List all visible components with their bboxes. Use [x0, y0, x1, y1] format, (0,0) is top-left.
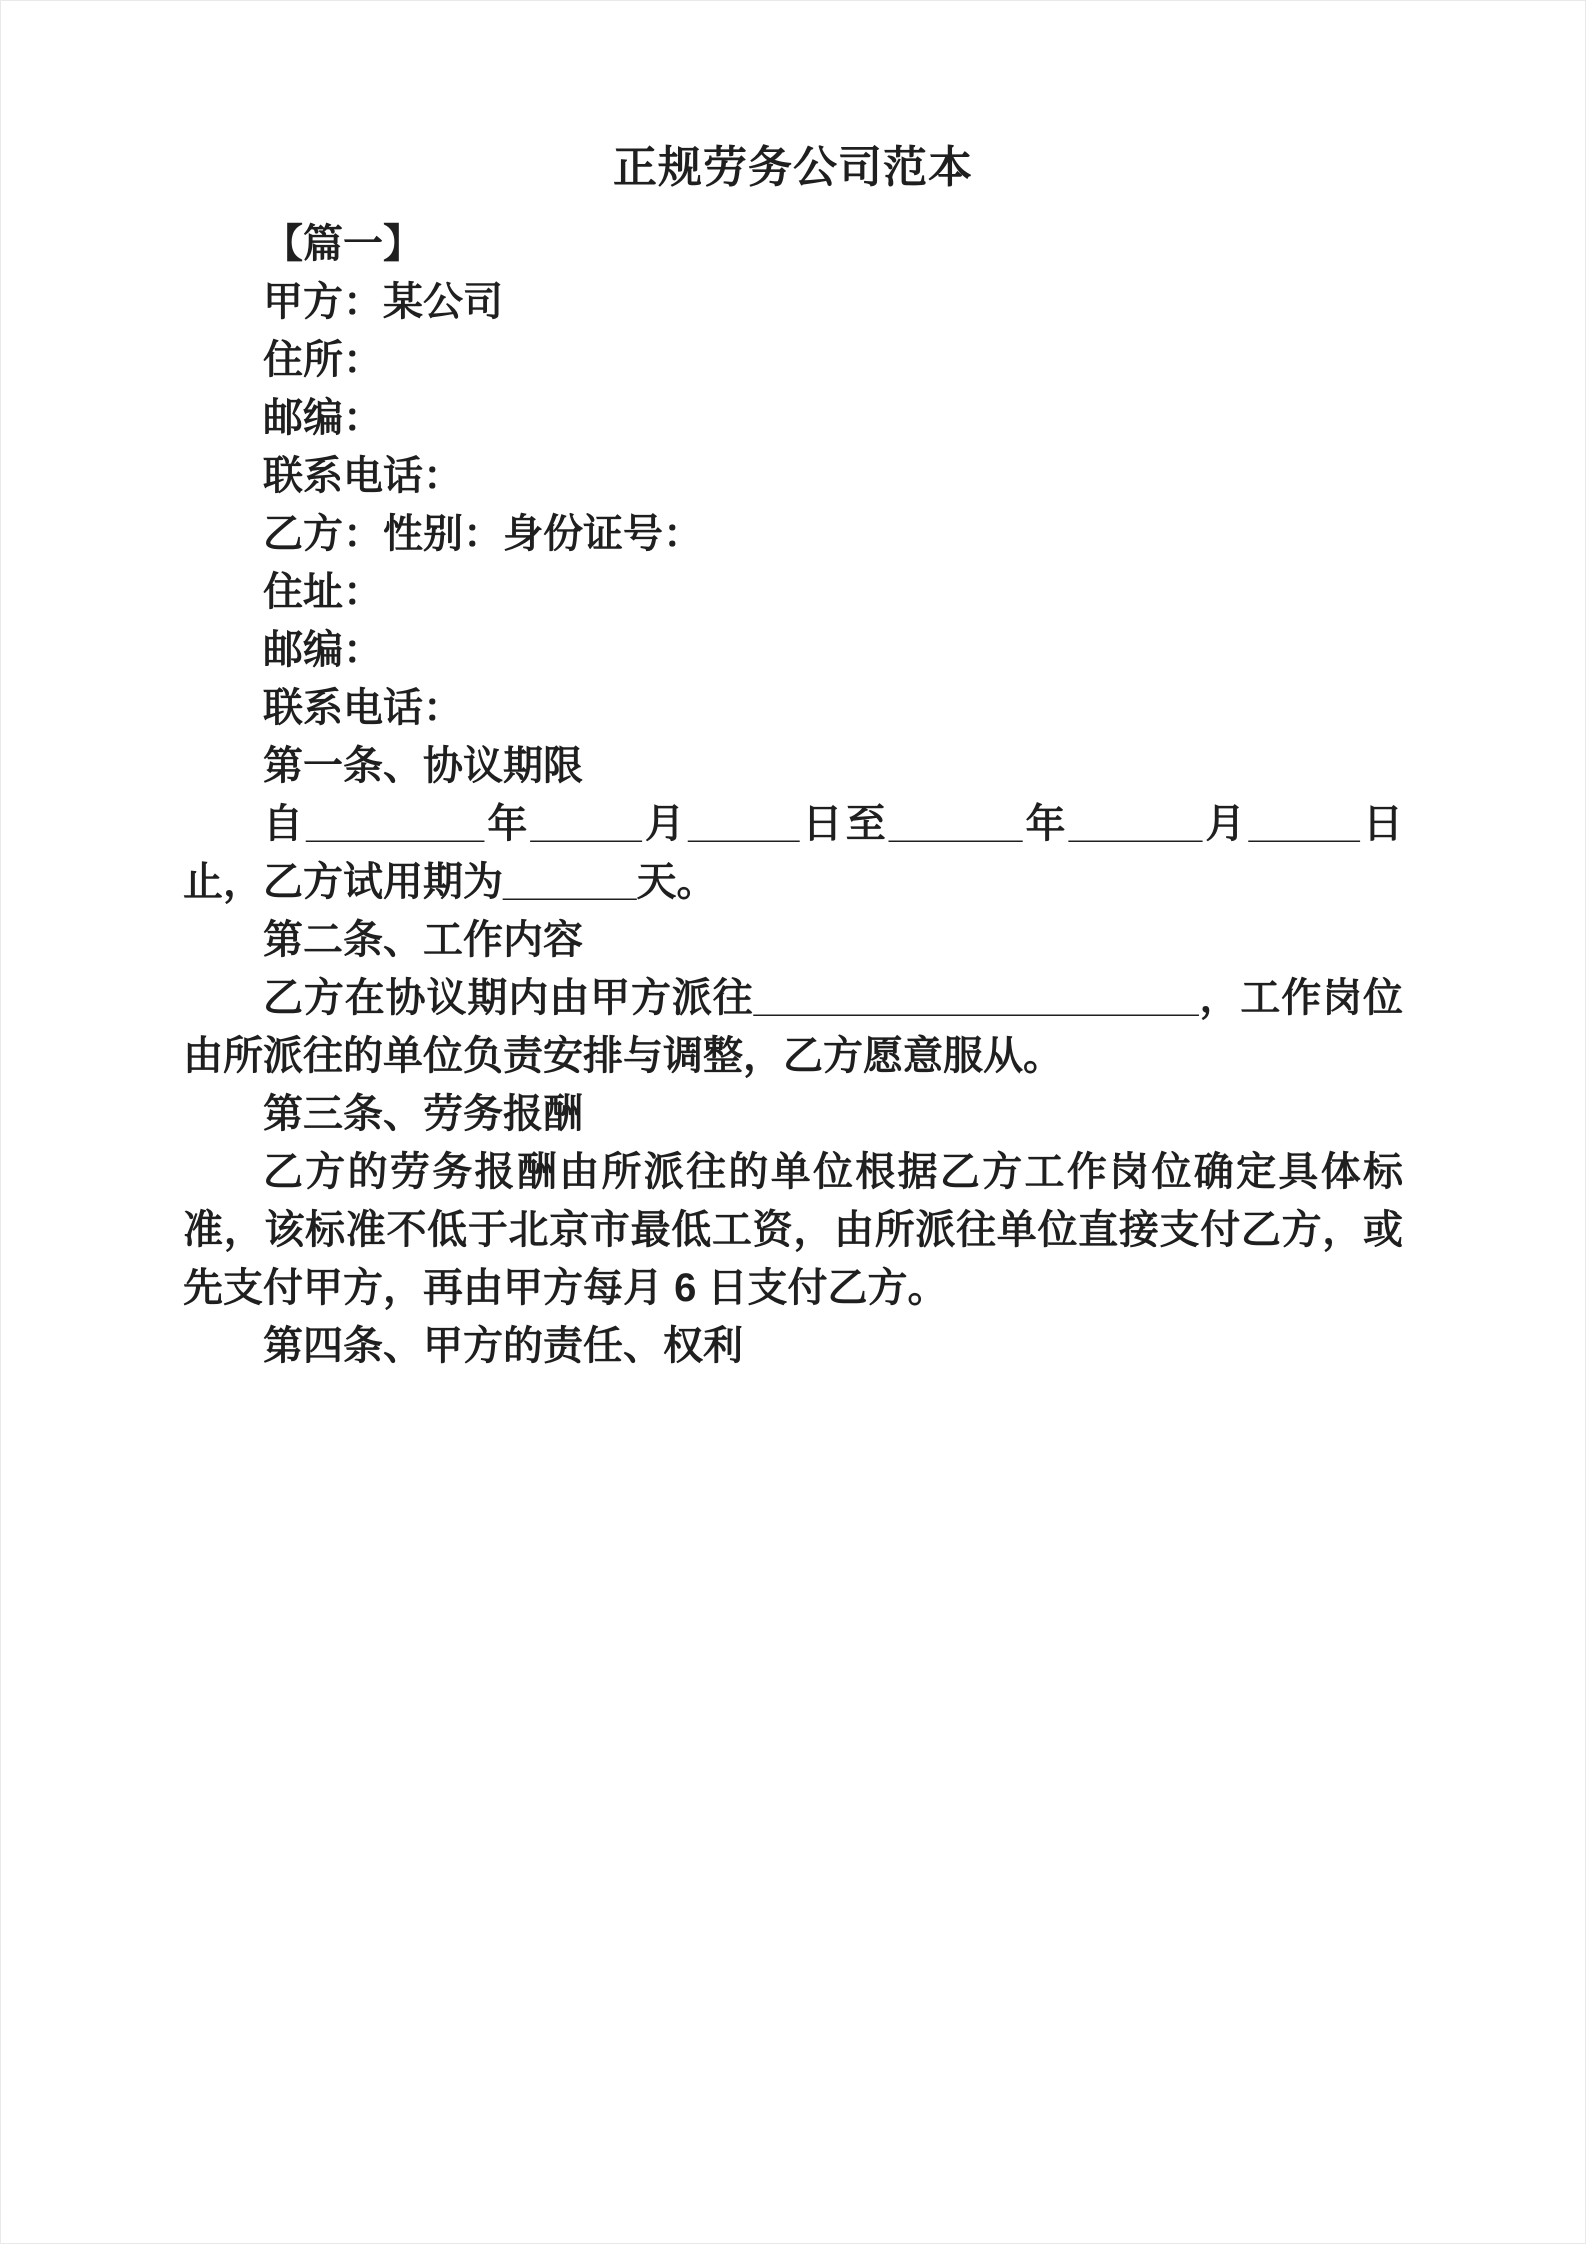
- paragraph: 乙方的劳务报酬由所派往的单位根据乙方工作岗位确定具体标准，该标准不低于北京市最低工资，由所派往单位直接支付乙方，或先支付甲方，再由甲方每月 6 日支付乙方。: [183, 1150, 1403, 1310]
- paragraph: 【篇一】: [263, 222, 423, 266]
- paragraph: 第三条、劳务报酬: [263, 1092, 583, 1136]
- paragraph: 住所：: [263, 338, 383, 382]
- paragraph: 邮编：: [263, 628, 383, 672]
- paragraph: 联系电话：: [263, 454, 463, 498]
- paragraph: 自________年_____月_____日至______年______月_____日止，乙方试用期为______天。: [183, 802, 1403, 904]
- paragraph: 甲方：某公司: [263, 280, 503, 324]
- paragraph: 第二条、工作内容: [263, 918, 583, 962]
- paragraph: 乙方在协议期内由甲方派往____________________，工作岗位由所派往的单位负责安排与调整，乙方愿意服从。: [183, 976, 1403, 1078]
- paragraph: 邮编：: [263, 396, 383, 440]
- document-title: 正规劳务公司范本: [613, 143, 973, 192]
- paragraph: 第四条、甲方的责任、权利: [263, 1324, 743, 1368]
- paragraph: 乙方：性别：身份证号：: [263, 512, 703, 556]
- paragraph: 第一条、协议期限: [263, 744, 583, 788]
- paragraph: 联系电话：: [263, 686, 463, 730]
- document-body: [183, 215, 1403, 1375]
- paragraph: 住址：: [263, 570, 383, 614]
